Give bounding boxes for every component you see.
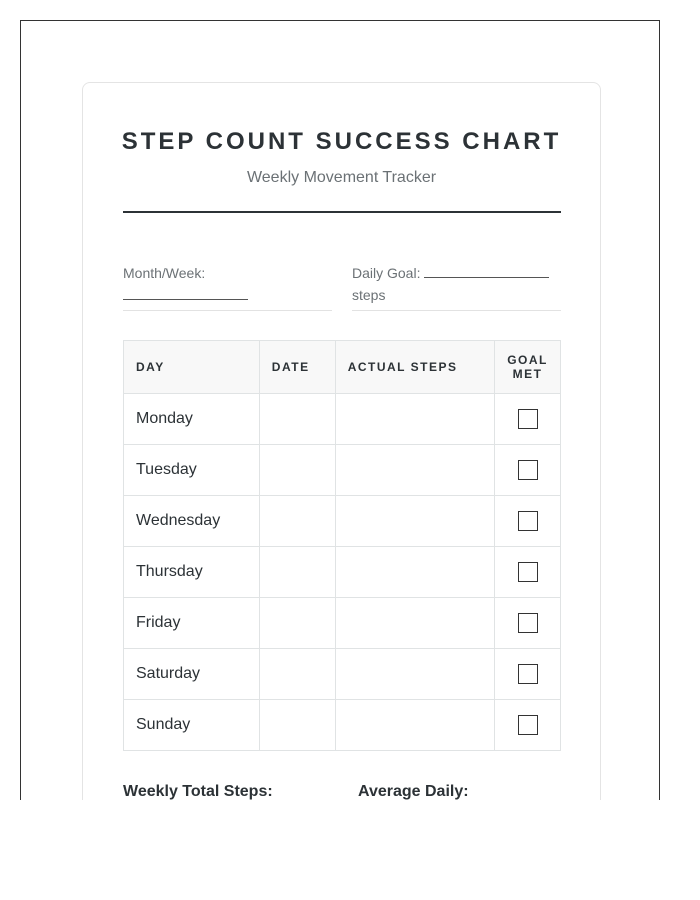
actual-steps-cell[interactable] — [335, 649, 494, 700]
table-row — [124, 394, 561, 445]
month-week-blank[interactable] — [123, 285, 248, 300]
goal-met-cell — [495, 547, 561, 598]
date-cell[interactable] — [259, 496, 335, 547]
date-cell[interactable] — [259, 649, 335, 700]
goal-met-cell — [495, 496, 561, 547]
goal-met-checkbox[interactable] — [518, 613, 538, 633]
day-cell: Monday — [124, 394, 260, 445]
document-subtitle: Weekly Movement Tracker — [246, 169, 437, 186]
goal-met-checkbox[interactable] — [518, 460, 538, 480]
goal-met-cell — [495, 598, 561, 649]
goal-met-checkbox[interactable] — [518, 511, 538, 531]
header-day: DAY — [124, 341, 260, 394]
actual-steps-cell[interactable] — [335, 445, 494, 496]
table-row — [124, 547, 561, 598]
header-actual-steps: ACTUAL STEPS — [335, 341, 494, 394]
goal-met-checkbox[interactable] — [518, 562, 538, 582]
date-cell[interactable] — [259, 394, 335, 445]
table-row — [124, 700, 561, 751]
document-title: STEP COUNT SUCCESS CHART — [121, 128, 562, 155]
daily-goal-blank[interactable] — [424, 263, 549, 278]
header-date: DATE — [259, 341, 335, 394]
actual-steps-cell[interactable] — [335, 598, 494, 649]
day-cell: Wednesday — [124, 496, 260, 547]
weekly-total-label: Weekly Total Steps: — [123, 783, 273, 800]
tracker-card — [82, 82, 601, 800]
date-cell[interactable] — [259, 547, 335, 598]
actual-steps-cell[interactable] — [335, 394, 494, 445]
table-row — [124, 598, 561, 649]
average-daily-label: Average Daily: — [358, 783, 469, 800]
goal-met-cell — [495, 700, 561, 751]
date-cell[interactable] — [259, 700, 335, 751]
title-divider — [123, 211, 561, 213]
day-cell: Tuesday — [124, 445, 260, 496]
goal-met-cell — [495, 394, 561, 445]
date-cell[interactable] — [259, 598, 335, 649]
header-goal-met-line2: MET — [512, 367, 543, 381]
day-cell: Thursday — [124, 547, 260, 598]
actual-steps-cell[interactable] — [335, 700, 494, 751]
header-goal-met — [495, 341, 561, 394]
table-row — [124, 445, 561, 496]
table-header-row — [124, 341, 561, 394]
table-row — [124, 496, 561, 547]
day-cell: Saturday — [124, 649, 260, 700]
goal-met-cell — [495, 649, 561, 700]
actual-steps-cell[interactable] — [335, 547, 494, 598]
day-cell: Sunday — [124, 700, 260, 751]
month-week-field[interactable] — [123, 262, 332, 311]
table-row — [124, 649, 561, 700]
goal-met-checkbox[interactable] — [518, 664, 538, 684]
daily-goal-unit: steps — [352, 287, 386, 303]
daily-goal-label: Daily Goal: — [352, 265, 421, 281]
month-week-label: Month/Week: — [123, 265, 206, 281]
day-cell: Friday — [124, 598, 260, 649]
goal-met-cell — [495, 445, 561, 496]
header-goal-met-line1: GOAL — [507, 353, 548, 367]
page-frame — [20, 20, 660, 800]
goal-met-checkbox[interactable] — [518, 409, 538, 429]
actual-steps-cell[interactable] — [335, 496, 494, 547]
goal-met-checkbox[interactable] — [518, 715, 538, 735]
date-cell[interactable] — [259, 445, 335, 496]
step-log-table — [123, 340, 561, 751]
daily-goal-field[interactable] — [352, 262, 561, 311]
